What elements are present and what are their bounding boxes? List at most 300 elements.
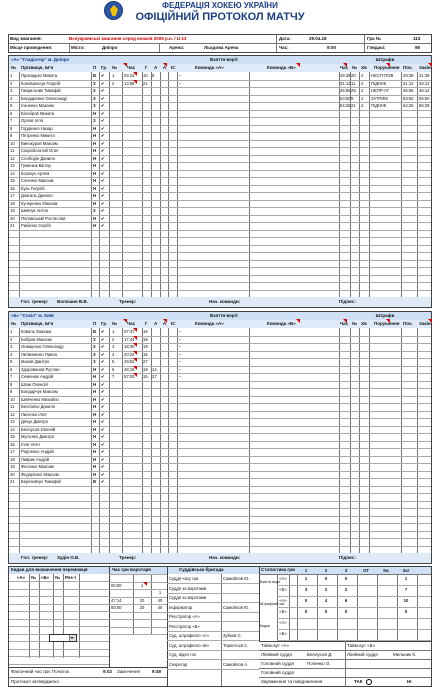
team-a-coach: Волошин В.В. bbox=[57, 299, 88, 304]
team-b-player-no: 10 bbox=[10, 396, 15, 402]
grid-line bbox=[9, 237, 431, 238]
goalie-time: 00:00 bbox=[111, 582, 122, 588]
team-a-pen-start: 31:12 bbox=[403, 80, 414, 86]
arena-value: Льодова Арена bbox=[204, 45, 239, 50]
team-a-player-no: 11 bbox=[10, 148, 15, 153]
col-phv: Хв bbox=[361, 321, 367, 326]
team-b-player-no: 16 bbox=[10, 441, 15, 447]
stats-value: 3 bbox=[304, 587, 308, 592]
goalie-b: 1 bbox=[158, 590, 162, 595]
col-ptime: Час bbox=[340, 321, 349, 326]
venue-label: Місце проведення: bbox=[10, 45, 53, 50]
team-a-player-pos: Н bbox=[93, 178, 97, 183]
team-b-comment-marker bbox=[133, 336, 137, 340]
stats-value bbox=[377, 630, 395, 637]
comment-marker bbox=[386, 319, 390, 323]
team-a-comment-marker bbox=[133, 80, 137, 84]
approved-label: Протокол затверджено bbox=[11, 679, 59, 684]
col-gtime: Час bbox=[127, 321, 136, 326]
goalie-a bbox=[135, 589, 149, 596]
team-b-player-pos: Н bbox=[93, 411, 97, 417]
team-a-pen-start: 45:55 bbox=[403, 88, 414, 93]
referee-role: Суд. штрафного «Б» bbox=[169, 642, 210, 648]
goalie-time bbox=[111, 589, 133, 596]
referee-role: Суддя часу гри bbox=[169, 576, 199, 581]
goalie-b bbox=[153, 582, 167, 589]
team-a-player-name: Приходько Микита bbox=[21, 73, 58, 78]
col-no: № bbox=[11, 65, 17, 70]
shootout-col-b: «Б» bbox=[41, 575, 50, 580]
team-a-player-name: Білобров Микита bbox=[21, 110, 55, 116]
team-a-pen-infr: НЕПР-АТ bbox=[371, 88, 390, 93]
team-a-player-pos: Н bbox=[93, 125, 97, 131]
grid-line bbox=[9, 516, 431, 517]
team-a-pen-time: 29:39 bbox=[340, 73, 351, 78]
team-b-goal-num: 1 bbox=[112, 329, 115, 334]
result-dropdown[interactable] bbox=[49, 634, 77, 642]
team-b-player-name: Березовчук Тимофій bbox=[21, 479, 61, 484]
grid-line bbox=[9, 275, 431, 276]
col-end: Закін. bbox=[419, 65, 432, 70]
team-a-player-no: 4 bbox=[10, 95, 13, 101]
shootout-col-num: № bbox=[31, 575, 37, 580]
stats-value bbox=[377, 597, 395, 604]
team-b-player-name: Бондарчук Максим bbox=[21, 389, 58, 394]
col-pnum: № bbox=[352, 65, 358, 70]
team-b-player-no: 2 bbox=[10, 336, 13, 342]
team-b-player-name: Шпак Олексій bbox=[21, 381, 48, 387]
federation-name: ФЕДЕРАЦІЯ ХОКЕЮ УКРАЇНИ bbox=[162, 1, 278, 10]
date-value: 29.04.18 bbox=[309, 36, 327, 41]
timeout-b-label: Тайм-аут «Б» bbox=[347, 643, 376, 648]
team-a-pen-min: 2 bbox=[361, 80, 364, 86]
team-a-goal-dash: – bbox=[179, 73, 182, 78]
col-ic: ІС bbox=[171, 65, 176, 70]
team-b-comment-marker bbox=[133, 328, 137, 332]
shootout-title: Кидки для визначення переможця bbox=[11, 567, 88, 572]
team-b-player-pos: В bbox=[93, 479, 97, 484]
shootout-col-a: «А» bbox=[17, 575, 26, 580]
team-a-player-pos: Н bbox=[93, 223, 97, 228]
comment-marker bbox=[296, 319, 300, 323]
team-b-goal-scorer: 19 bbox=[143, 366, 148, 372]
team-a-pen-time: 53:50 bbox=[340, 95, 351, 101]
col-ptime: Час bbox=[340, 65, 349, 70]
team-b-checkmark-icon: ✔ bbox=[101, 329, 105, 334]
grid-line bbox=[9, 245, 431, 246]
judge-2-label: Головний суддя bbox=[261, 661, 294, 666]
team-b-goal-time: 57:03 bbox=[124, 374, 135, 379]
team-b-player-no: 21 bbox=[10, 479, 15, 484]
stats-value bbox=[357, 630, 375, 637]
comment-marker bbox=[123, 63, 127, 67]
team-a-goal-dash: – bbox=[179, 80, 182, 86]
stats-title: Статистика гри bbox=[261, 567, 295, 572]
team-a-pen-infr: ПІДНІЖ bbox=[371, 80, 387, 86]
referee-role: Суддя за воротами bbox=[169, 585, 207, 591]
col-gr: Гр bbox=[101, 65, 107, 70]
team-b-checkmark-icon: ✔ bbox=[101, 411, 105, 417]
team-a-checkmark-icon: ✔ bbox=[101, 110, 105, 116]
team-b-player-no: 1 bbox=[10, 329, 13, 334]
goalie-time: 60:00 bbox=[111, 605, 122, 610]
referee-role: Суд. відео гол bbox=[169, 652, 197, 657]
team-a-goal-assist: 9 bbox=[152, 73, 155, 78]
team-b-goal-dash: – bbox=[179, 366, 182, 372]
team-b-goal-dash: – bbox=[179, 374, 182, 379]
grid-line bbox=[109, 634, 167, 635]
stats-period: Заг bbox=[402, 568, 410, 573]
comment-marker bbox=[163, 63, 167, 67]
col-gr: Гр bbox=[101, 321, 107, 326]
team-b-goal-num: 6 bbox=[112, 366, 115, 372]
team-b-player-name: Дячук Дмитро bbox=[21, 419, 49, 424]
grid-line bbox=[9, 546, 431, 547]
match-info bbox=[8, 34, 432, 53]
stats-value: 2 bbox=[344, 587, 348, 592]
team-a-checkmark-icon: ✔ bbox=[101, 88, 105, 93]
team-a-player-pos: З bbox=[93, 80, 96, 86]
team-b-player-no: 6 bbox=[10, 366, 13, 372]
stats-value bbox=[357, 575, 375, 582]
comment-marker bbox=[428, 319, 432, 323]
team-b-checkmark-icon: ✔ bbox=[101, 471, 105, 477]
team-a-player-pos: Н bbox=[93, 140, 97, 146]
team-b-comment-marker bbox=[133, 366, 137, 370]
stats-period: 1 bbox=[304, 568, 308, 573]
stats-value: 0 bbox=[344, 576, 348, 581]
team-a-checkmark-icon: ✔ bbox=[101, 73, 105, 78]
team-b-player-no: 4 bbox=[10, 351, 13, 357]
grid-line bbox=[9, 626, 109, 627]
team-b-checkmark-icon: ✔ bbox=[101, 449, 105, 454]
competition-label: Вид змагання: bbox=[10, 36, 42, 41]
col-a: А bbox=[154, 65, 158, 70]
stats-value: 6 bbox=[344, 598, 348, 603]
team-a-player-pos: Н bbox=[93, 185, 97, 191]
team-b-player-name: Литвиненко Павло bbox=[21, 351, 58, 357]
team-b-player-name: Коваль Максим bbox=[21, 329, 52, 334]
grid-line bbox=[109, 574, 167, 575]
col-team-a: Команда «А» bbox=[195, 65, 224, 70]
team-a-player-pos: Н bbox=[93, 148, 97, 153]
team-b-checkmark-icon: ✔ bbox=[101, 464, 105, 469]
team-b-comment-marker bbox=[133, 373, 137, 377]
comment-marker bbox=[343, 319, 347, 323]
stats-value: 10 bbox=[403, 598, 409, 603]
actual-time-label: Фактичний час гри: Початок bbox=[11, 669, 69, 674]
team-b-checkmark-icon: ✔ bbox=[101, 404, 105, 409]
team-b-goal-assist bbox=[152, 343, 160, 350]
team-b-player-pos: Н bbox=[93, 366, 97, 372]
team-b-player-no: 5 bbox=[10, 359, 13, 364]
team-a-player-name: Гаврильчик Тимофій bbox=[21, 88, 61, 93]
team-a-checkmark-icon: ✔ bbox=[101, 178, 105, 183]
referee-name bbox=[223, 613, 259, 620]
team-a-player-pos: Н bbox=[93, 163, 97, 168]
team-a-player-no: 9 bbox=[10, 133, 13, 138]
team-a-player-pos: З bbox=[93, 103, 96, 108]
comment-marker bbox=[163, 319, 167, 323]
team-b-player-name: Онищенко Олександр bbox=[21, 344, 64, 349]
team-b-goal-scorer: 15 bbox=[143, 374, 148, 379]
team-a-pen-start: 54:26 bbox=[403, 103, 414, 108]
grid-line bbox=[9, 619, 109, 620]
team-a-checkmark-icon: ✔ bbox=[101, 148, 105, 153]
stats-value bbox=[317, 619, 335, 626]
team-a-player-pos: З bbox=[93, 88, 96, 93]
referee-role: Реєстратор «Б» bbox=[169, 623, 200, 629]
team-a-player-no: 1 bbox=[10, 73, 13, 78]
team-b-goal-dash: – bbox=[179, 344, 182, 349]
game-value: 113 bbox=[413, 36, 421, 41]
team-b-player-name: Беспалко Данило bbox=[21, 404, 56, 409]
game-label: Гра № bbox=[367, 36, 381, 41]
referee-name bbox=[223, 594, 259, 601]
col-phv: Хв bbox=[361, 65, 367, 70]
team-a-pen-infr: ЗАТРИМ bbox=[371, 95, 388, 101]
team-a-player-no: 6 bbox=[10, 110, 13, 116]
team-b-goal-assist bbox=[152, 336, 160, 343]
team-b-player-pos: Н bbox=[93, 456, 97, 462]
team-a-checkmark-icon: ✔ bbox=[101, 140, 105, 146]
stats-label: Кидки bbox=[260, 624, 270, 628]
team-a-comment-marker bbox=[133, 72, 137, 76]
col-gnum: № bbox=[112, 321, 118, 326]
stats-value: 0 bbox=[324, 609, 328, 614]
team-b-player-name: Здорованов Руслан bbox=[21, 366, 60, 372]
team-b-checkmark-icon: ✔ bbox=[101, 434, 105, 439]
team-b-player-pos: Н bbox=[93, 449, 97, 454]
team-a-player-no: 13 bbox=[10, 163, 15, 168]
team-a-trainer-label: Тренер: bbox=[119, 299, 137, 304]
stats-value bbox=[317, 630, 335, 637]
judge-2-name: Попенко О. bbox=[307, 661, 331, 666]
team-a-goal-num: 2 bbox=[112, 80, 115, 86]
grid-line bbox=[9, 493, 431, 494]
comment-marker bbox=[428, 63, 432, 67]
team-b-player-name: Радченко Андрій bbox=[21, 449, 54, 454]
team-b-checkmark-icon: ✔ bbox=[101, 419, 105, 424]
grid-line bbox=[9, 649, 109, 650]
actual-start: 9:02 bbox=[103, 669, 113, 674]
col-infr: Порушення bbox=[374, 321, 400, 326]
team-a-checkmark-icon: ✔ bbox=[101, 155, 105, 161]
goalie-a: 1 bbox=[140, 582, 144, 588]
referee-role: Секретар bbox=[169, 661, 188, 667]
grid-line bbox=[9, 230, 431, 231]
team-a-player-pos: Н bbox=[93, 200, 97, 206]
col-end: Закін. bbox=[419, 321, 432, 326]
team-a-goal-num: 1 bbox=[112, 73, 115, 78]
col-pos: П bbox=[93, 321, 97, 326]
team-a-pen-end: 46:12 bbox=[419, 88, 430, 93]
actual-end-label: Закінчення bbox=[117, 669, 140, 674]
team-a-player-no: 15 bbox=[10, 178, 15, 183]
team-a-player-name: Саченко Максим bbox=[21, 178, 54, 183]
team-b-checkmark-icon: ✔ bbox=[101, 336, 105, 342]
team-b-player-pos: Н bbox=[93, 434, 97, 439]
team-b-penalties-header: Штрафи bbox=[375, 313, 395, 318]
team-a-player-name: Бондаренко Олександр bbox=[21, 95, 67, 101]
team-a-player-name: Орлов Ілля bbox=[21, 118, 43, 123]
grid-line bbox=[109, 627, 167, 628]
stats-value: 1 bbox=[404, 576, 408, 581]
grid-line bbox=[9, 523, 431, 524]
yes-radio[interactable] bbox=[366, 679, 372, 685]
team-a-player-pos: Н bbox=[93, 110, 97, 116]
grid-line bbox=[9, 604, 109, 605]
team-a-checkmark-icon: ✔ bbox=[101, 193, 105, 198]
team-b-goal-num: 2 bbox=[112, 336, 115, 342]
team-a-pen-time: 45:55 bbox=[340, 88, 351, 93]
team-b-checkmark-icon: ✔ bbox=[101, 381, 105, 387]
team-b-player-pos: З bbox=[93, 336, 96, 342]
grid-line bbox=[9, 260, 431, 261]
team-b-player-name: Семенюк Андрій bbox=[21, 374, 54, 379]
team-b-player-pos: Н bbox=[93, 404, 97, 409]
referee-name: Самойлов А. bbox=[223, 661, 249, 667]
team-a-pen-infr: ПІДНІЖ bbox=[371, 103, 387, 108]
team-b-player-pos: Н bbox=[93, 389, 97, 394]
remarks-label: Зауваження та повідомлення bbox=[261, 679, 323, 684]
team-b-player-no: 7 bbox=[10, 374, 13, 379]
team-b-comment-marker bbox=[133, 351, 137, 355]
stats-value bbox=[357, 597, 375, 604]
team-b-player-no: 8 bbox=[10, 381, 13, 387]
team-a-goal-assist bbox=[152, 80, 160, 87]
team-a-pen-min: 2 bbox=[361, 95, 364, 101]
team-b-goal-num: 7 bbox=[112, 374, 115, 379]
team-b-player-name: Лаврик Андрій bbox=[21, 456, 50, 462]
referee-role: Інформатор bbox=[169, 604, 193, 610]
referee-name bbox=[223, 623, 259, 630]
referee-name bbox=[223, 651, 259, 658]
grid-line bbox=[9, 282, 431, 283]
col-gtime: Час bbox=[127, 65, 136, 70]
team-a-player-no: 3 bbox=[10, 88, 13, 93]
grid-line bbox=[9, 581, 109, 582]
col-a: А bbox=[154, 321, 158, 326]
team-a-checkmark-icon: ✔ bbox=[101, 223, 105, 228]
col-name: Прізвище, Ім'я bbox=[21, 321, 54, 326]
col-gnum: № bbox=[112, 65, 118, 70]
team-b-goal-scorer: 19 bbox=[143, 336, 148, 342]
team-a-player-name: Рибачок Сергій bbox=[21, 223, 51, 228]
stats-value bbox=[357, 608, 375, 615]
spectators-value: 95 bbox=[415, 45, 421, 50]
team-b-player-pos: Н bbox=[93, 426, 97, 432]
team-a-checkmark-icon: ✔ bbox=[101, 118, 105, 123]
team-a-pen-start: 53:50 bbox=[403, 95, 414, 101]
team-b-name: «Б» "Сокіл" м. Київ bbox=[11, 313, 54, 318]
team-a-checkmark-icon: ✔ bbox=[101, 200, 105, 206]
team-a-player-no: 20 bbox=[10, 215, 15, 221]
team-a-pen-end: 56:26 bbox=[419, 103, 430, 108]
col-g: Г bbox=[145, 65, 148, 70]
team-b-coach-label: Гол. тренер: bbox=[21, 555, 49, 560]
team-a-checkmark-icon: ✔ bbox=[101, 163, 105, 168]
stats-value: 0 bbox=[344, 609, 348, 614]
team-a-player-name: Поповський Ростислав bbox=[21, 215, 66, 221]
comment-marker bbox=[123, 319, 127, 323]
team-a-player-no: 21 bbox=[10, 223, 15, 228]
stats-team: «Б» bbox=[279, 609, 287, 614]
team-a-player-no: 7 bbox=[10, 118, 13, 123]
grid-line bbox=[9, 501, 431, 502]
team-b-goal-num: 5 bbox=[112, 359, 115, 364]
team-b-player-no: 20 bbox=[10, 471, 15, 477]
arena-label: Арена: bbox=[169, 45, 185, 50]
team-a-pen-num: 9 bbox=[351, 95, 354, 101]
team-a-player-pos: З bbox=[93, 118, 96, 123]
team-b-player-no: 18 bbox=[10, 456, 15, 462]
judge-3-name: Мельник К. bbox=[393, 652, 417, 657]
team-b-player-no: 19 bbox=[10, 464, 15, 469]
stats-value bbox=[357, 586, 375, 593]
team-a-player-pos: З bbox=[93, 208, 96, 213]
team-b-player-no: 13 bbox=[10, 419, 15, 424]
summary-section bbox=[8, 566, 432, 687]
team-a-checkmark-icon: ✔ bbox=[101, 215, 105, 221]
timeout-a-label: Тайм-аут «А» bbox=[261, 643, 290, 648]
judge-1-name: Белоусов Д. bbox=[307, 652, 333, 657]
team-b-checkmark-icon: ✔ bbox=[101, 441, 105, 447]
team-b-player-name: Шевченко Михайло bbox=[21, 396, 59, 402]
stats-value bbox=[377, 575, 395, 582]
grid-line bbox=[53, 574, 54, 658]
referee-name: Терентьєв С. bbox=[223, 642, 249, 648]
team-a-player-no: 18 bbox=[10, 200, 15, 206]
team-a-player-name: Гордієнко Назар bbox=[21, 125, 53, 131]
grid-line bbox=[9, 596, 109, 597]
team-b-player-name: Бобров Максим bbox=[21, 336, 52, 342]
team-b-goal-time: 48:15 bbox=[124, 366, 135, 372]
team-b-checkmark-icon: ✔ bbox=[101, 479, 105, 484]
grid-line bbox=[109, 619, 167, 620]
team-a-player-name: Коновальчук Георгій bbox=[21, 80, 61, 86]
stats-value bbox=[377, 619, 395, 626]
team-b-goal-time: 07:47 bbox=[124, 329, 135, 334]
team-a-player-name: Слободін Данило bbox=[21, 155, 55, 161]
time-value: 9:00 bbox=[327, 45, 337, 50]
stats-value: 0 bbox=[324, 576, 328, 581]
team-a-checkmark-icon: ✔ bbox=[101, 125, 105, 131]
goalie-time: 47:14 bbox=[111, 597, 122, 603]
team-b-player-pos: Н bbox=[93, 471, 97, 477]
shootout-col-result: Рез-т bbox=[65, 575, 77, 580]
team-a-player-pos: Н bbox=[93, 155, 97, 161]
stats-value bbox=[297, 630, 315, 637]
team-a-chief-label: Нач. команди: bbox=[209, 299, 241, 304]
goalie-b: 40 bbox=[157, 597, 163, 603]
actual-end: 9:49 bbox=[152, 669, 162, 674]
team-a-checkmark-icon: ✔ bbox=[101, 208, 105, 213]
team-a-goal-time: 13:58 bbox=[124, 80, 135, 86]
stats-value bbox=[337, 630, 355, 637]
team-a-player-name: Козачук Артем bbox=[21, 170, 50, 176]
team-a-checkmark-icon: ✔ bbox=[101, 80, 105, 86]
team-a-player-name: Довгаль Данило bbox=[21, 193, 53, 198]
stats-value bbox=[337, 619, 355, 626]
referee-title: Суддівська бригада bbox=[179, 567, 224, 572]
team-b-comment-marker bbox=[133, 358, 137, 362]
team-a-player-pos: В bbox=[93, 73, 97, 78]
comment-marker bbox=[386, 63, 390, 67]
team-b-trainer-label: Тренер: bbox=[119, 555, 137, 560]
team-b-player-pos: З bbox=[93, 351, 96, 357]
team-a-player-name: Кучеренко Максим bbox=[21, 200, 58, 206]
